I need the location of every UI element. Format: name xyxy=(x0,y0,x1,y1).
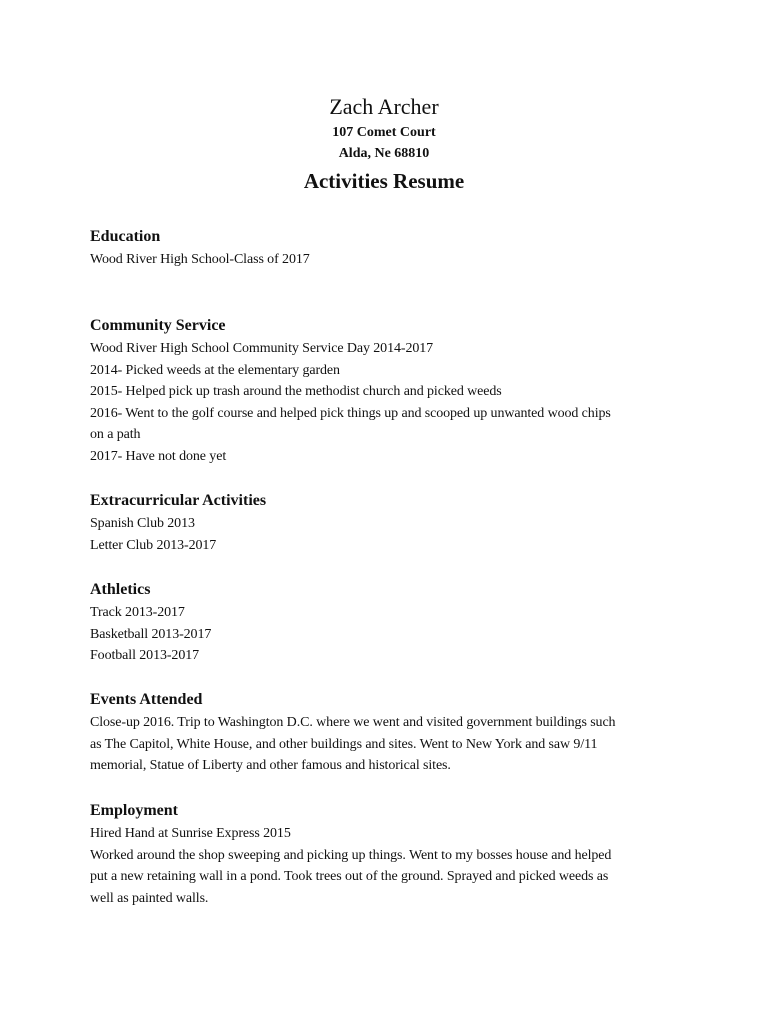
section-line: Football 2013-2017 xyxy=(90,648,200,663)
address-line-2: Alda, Ne 68810 xyxy=(338,146,430,161)
section-line: Spanish Club 2013 xyxy=(90,516,195,531)
events-attended-section xyxy=(90,689,680,777)
section-line: 2014- Picked weeds at the elementary garden xyxy=(90,362,340,378)
education-section xyxy=(90,226,680,271)
section-heading: Events Attended xyxy=(90,691,203,708)
section-heading: Employment xyxy=(90,802,178,819)
community-service-section xyxy=(90,315,680,467)
section-line: as The Capitol, White House, and other buildings and sites. Went to New York and saw 9/11 xyxy=(90,736,598,752)
section-heading: Extracurricular Activities xyxy=(90,492,267,509)
section-heading: Athletics xyxy=(90,581,151,598)
athletics-section xyxy=(90,579,680,667)
section-line: Wood River High School Community Service Day 2014-2017 xyxy=(90,341,434,356)
section-line: Close-up 2016. Trip to Washington D.C. where we went and visited government buildings such xyxy=(90,715,616,730)
section-line: well as painted walls. xyxy=(90,890,209,906)
section-line: Letter Club 2013-2017 xyxy=(90,537,217,553)
section-heading: Community Service xyxy=(90,317,226,334)
section-line: 2016- Went to the golf course and helped pick things up and scooped up unwanted wood chips xyxy=(90,405,611,421)
employment-section xyxy=(90,800,680,909)
extracurricular-section xyxy=(90,490,680,556)
document-title: Activities Resume xyxy=(303,169,465,193)
section-line: Hired Hand at Sunrise Express 2015 xyxy=(90,826,291,841)
section-line: Wood River High School-Class of 2017 xyxy=(90,252,310,267)
section-line: 2015- Helped pick up trash around the methodist church and picked weeds xyxy=(90,384,502,399)
section-line: Worked around the shop sweeping and picking up things. Went to my bosses house and helped xyxy=(90,847,612,863)
address-line-1: 107 Comet Court xyxy=(332,125,436,140)
section-line: on a path xyxy=(90,427,141,442)
section-line: Basketball 2013-2017 xyxy=(90,626,212,642)
resume-header xyxy=(0,92,768,196)
section-line: memorial, Statue of Liberty and other famous and historical sites. xyxy=(90,758,451,773)
section-line: Track 2013-2017 xyxy=(90,605,185,620)
section-line: 2017- Have not done yet xyxy=(90,448,227,464)
section-line: put a new retaining wall in a pond. Took trees out of the ground. Sprayed and picked weeds as xyxy=(90,869,609,884)
person-name: Zach Archer xyxy=(329,94,439,119)
section-heading: Education xyxy=(90,228,161,245)
